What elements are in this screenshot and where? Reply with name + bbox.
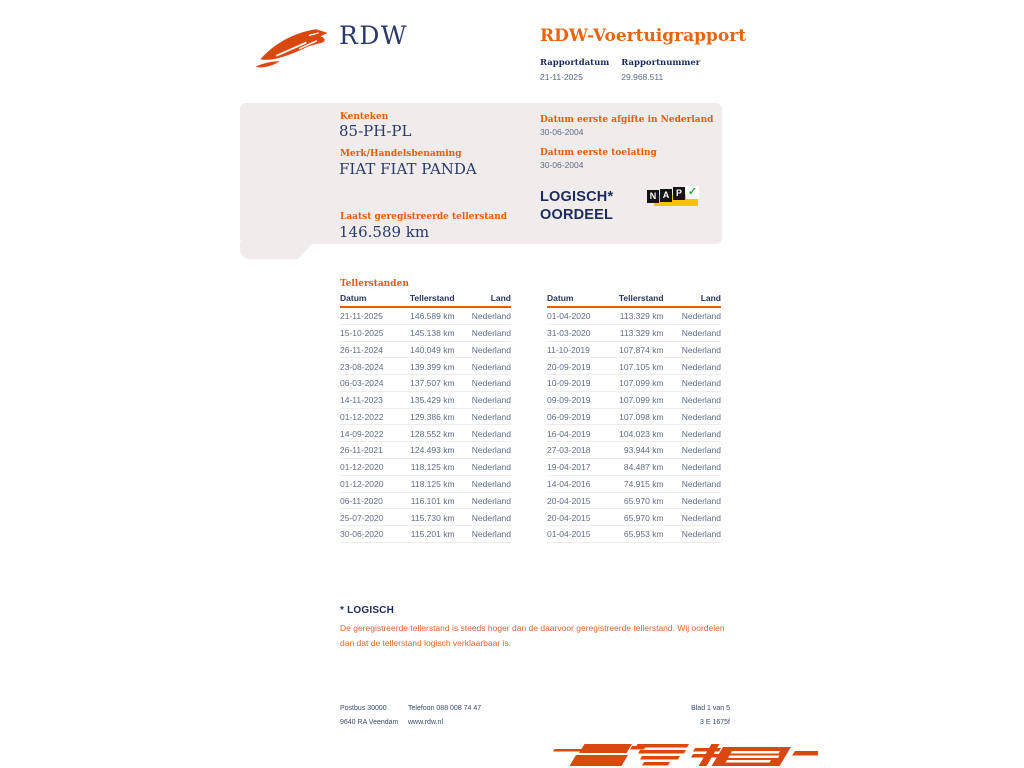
country-cell: Nederland: [664, 408, 721, 425]
table-row: [547, 475, 721, 492]
country-cell: Nederland: [664, 425, 721, 442]
footer-address: [340, 702, 398, 730]
tellerstand-label: Laatst geregistreerde tellerstand: [340, 212, 508, 222]
odometer-cell: 107.099 km: [617, 391, 664, 408]
date-cell: 06-03-2024: [340, 375, 408, 392]
country-cell: Nederland: [664, 442, 721, 459]
table-row: [340, 526, 511, 543]
footer-address-line2: 9640 RA Veendam: [340, 719, 399, 726]
nap-check-icon: ✓: [687, 186, 698, 198]
date-cell: 27-03-2018: [547, 442, 617, 459]
country-cell: Nederland: [455, 408, 511, 425]
country-cell: Nederland: [455, 358, 511, 375]
report-meta: [540, 58, 700, 82]
country-cell: Nederland: [455, 391, 511, 408]
table-row: [340, 459, 511, 476]
table-row: [340, 492, 511, 509]
odometer-cell: 65.970 km: [617, 492, 664, 509]
rdw-logo-text: RDW: [339, 21, 409, 50]
date-cell: 14-04-2016: [547, 475, 617, 492]
date-cell: 16-04-2019: [547, 425, 617, 442]
date-cell: 26-11-2021: [340, 442, 408, 459]
table-row: [340, 358, 511, 375]
country-cell: Nederland: [664, 459, 721, 476]
odometer-cell: 129.386 km: [408, 408, 454, 425]
table-row: [547, 324, 721, 341]
country-cell: Nederland: [455, 492, 511, 509]
column-header-datum: Datum: [547, 291, 617, 307]
odometer-table-right: [547, 291, 721, 543]
odometer-cell: 113.329 km: [617, 307, 664, 324]
odometer-cell: 113.329 km: [617, 324, 664, 341]
table-row: [547, 459, 721, 476]
country-cell: Nederland: [455, 375, 511, 392]
column-header-tellerstand: Tellerstand: [617, 291, 664, 307]
afgifte-label: Datum eerste afgifte in Nederland: [540, 115, 714, 125]
kenteken-label: Kenteken: [340, 112, 389, 122]
footer-phone: Telefoon 088 008 74 47: [408, 705, 482, 712]
odometer-cell: 74.915 km: [617, 475, 664, 492]
country-cell: Nederland: [455, 425, 511, 442]
odometer-cell: 65.953 km: [617, 526, 664, 543]
date-cell: 09-09-2019: [547, 391, 617, 408]
date-cell: 14-11-2023: [340, 391, 408, 408]
table-row: [547, 492, 721, 509]
date-cell: 26-11-2024: [340, 341, 408, 358]
table-row: [340, 324, 511, 341]
rdw-stripes-decoration: [533, 743, 818, 768]
merk-value: FIAT FIAT PANDA: [339, 160, 477, 178]
table-row: [547, 526, 721, 543]
footer-page-number: Blad 1 van 5: [691, 705, 730, 712]
date-cell: 01-04-2020: [547, 307, 617, 324]
country-cell: Nederland: [455, 307, 511, 324]
date-cell: 31-03-2020: [547, 324, 617, 341]
oordeel-verdict: [540, 188, 613, 224]
merk-label: Merk/Handelsbenaming: [340, 149, 462, 159]
date-cell: 01-04-2015: [547, 526, 617, 543]
table-header-row: [340, 291, 511, 307]
odometer-cell: 93.944 km: [617, 442, 664, 459]
column-header-land: Land: [664, 291, 721, 307]
afgifte-value: 30-06-2004: [540, 127, 584, 137]
country-cell: Nederland: [455, 509, 511, 526]
table-row: [340, 509, 511, 526]
odometer-cell: 84.487 km: [617, 459, 664, 476]
table-row: [547, 509, 721, 526]
country-cell: Nederland: [664, 375, 721, 392]
country-cell: Nederland: [455, 442, 511, 459]
odometer-cell: 146.589 km: [408, 307, 454, 324]
date-cell: 20-04-2015: [547, 492, 617, 509]
date-cell: 15-10-2025: [340, 324, 408, 341]
date-cell: 10-09-2019: [547, 375, 617, 392]
footer-address-line1: Postbus 30000: [340, 705, 387, 712]
column-header-tellerstand: Tellerstand: [408, 291, 454, 307]
nap-logo: [647, 186, 699, 210]
table-row: [547, 425, 721, 442]
odometer-cell: 135.429 km: [408, 391, 454, 408]
nap-letter-a: A: [660, 189, 672, 202]
country-cell: Nederland: [455, 459, 511, 476]
footnote-text: De geregistreerde tellerstand is steeds hoger dan de daarvoor geregistreerde tellerstand. Wij oordelen dan dat de tellerstand logisch verklaarbaar is.: [340, 623, 725, 648]
report-date-label: Rapportdatum: [540, 58, 610, 68]
column-header-land: Land: [455, 291, 511, 307]
nap-letter-p: P: [673, 187, 685, 200]
date-cell: 06-11-2020: [340, 492, 408, 509]
table-row: [340, 408, 511, 425]
odometer-cell: 145.138 km: [408, 324, 454, 341]
odometer-cell: 104.023 km: [617, 425, 664, 442]
date-cell: 14-09-2022: [340, 425, 408, 442]
table-row: [340, 425, 511, 442]
kenteken-value: 85-PH-PL: [339, 122, 412, 140]
odometer-cell: 115.201 km: [408, 526, 454, 543]
odometer-table-left: [340, 291, 511, 543]
date-cell: 21-11-2025: [340, 307, 408, 324]
country-cell: Nederland: [664, 358, 721, 375]
oordeel-line1: LOGISCH*: [540, 189, 614, 205]
table-row: [340, 341, 511, 358]
report-number-value: 29.968.511: [621, 72, 664, 82]
date-cell: 30-06-2020: [340, 526, 408, 543]
table-row: [547, 375, 721, 392]
table-row: [547, 442, 721, 459]
date-cell: 19-04-2017: [547, 459, 617, 476]
table-row: [547, 408, 721, 425]
footer-form-code: 3 E 1675f: [700, 719, 730, 726]
country-cell: Nederland: [664, 492, 721, 509]
footnote-title: * LOGISCH: [340, 605, 395, 616]
nap-letter-n: N: [647, 190, 659, 203]
odometer-cell: 124.493 km: [408, 442, 454, 459]
footer-page-info: [620, 702, 730, 730]
country-cell: Nederland: [664, 324, 721, 341]
table-row: [340, 307, 511, 324]
table-row: [547, 358, 721, 375]
odometer-cell: 65.970 km: [617, 509, 664, 526]
country-cell: Nederland: [664, 391, 721, 408]
rdw-bird-logo-icon: [252, 24, 334, 70]
tellerstand-value: 146.589 km: [339, 223, 430, 241]
table-header-row: [547, 291, 721, 307]
report-date-value: 21-11-2025: [540, 72, 583, 82]
country-cell: Nederland: [455, 475, 511, 492]
table-row: [340, 475, 511, 492]
odometer-cell: 107.105 km: [617, 358, 664, 375]
country-cell: Nederland: [455, 324, 511, 341]
date-cell: 01-12-2020: [340, 459, 408, 476]
date-cell: 11-10-2019: [547, 341, 617, 358]
country-cell: Nederland: [664, 475, 721, 492]
date-cell: 25-07-2020: [340, 509, 408, 526]
country-cell: Nederland: [455, 526, 511, 543]
column-header-datum: Datum: [340, 291, 408, 307]
table-row: [340, 391, 511, 408]
document-title: RDW-Voertuigrapport: [540, 26, 747, 46]
date-cell: 01-12-2022: [340, 408, 408, 425]
odometer-cell: 116.101 km: [408, 492, 454, 509]
country-cell: Nederland: [664, 526, 721, 543]
date-cell: 23-08-2024: [340, 358, 408, 375]
country-cell: Nederland: [455, 341, 511, 358]
footer-contact: [408, 702, 481, 730]
report-number-label: Rapportnummer: [621, 58, 701, 68]
odometer-cell: 139.399 km: [408, 358, 454, 375]
odometer-cell: 118.125 km: [408, 475, 454, 492]
oordeel-line2: OORDEEL: [540, 207, 614, 223]
country-cell: Nederland: [664, 509, 721, 526]
country-cell: Nederland: [664, 307, 721, 324]
table-row: [547, 307, 721, 324]
odometer-cell: 128.552 km: [408, 425, 454, 442]
odometer-cell: 107.099 km: [617, 375, 664, 392]
date-cell: 06-09-2019: [547, 408, 617, 425]
odometer-cell: 140.049 km: [408, 341, 454, 358]
date-cell: 20-09-2019: [547, 358, 617, 375]
odometer-cell: 107.098 km: [617, 408, 664, 425]
odometer-cell: 107.874 km: [617, 341, 664, 358]
date-cell: 20-04-2015: [547, 509, 617, 526]
country-cell: Nederland: [664, 341, 721, 358]
summary-box-tab: [240, 242, 314, 259]
table-row: [340, 442, 511, 459]
toelating-value: 30-06-2004: [540, 160, 584, 170]
table-row: [547, 341, 721, 358]
toelating-label: Datum eerste toelating: [540, 148, 657, 158]
tellerstanden-title: Tellerstanden: [340, 279, 409, 289]
odometer-cell: 118.125 km: [408, 459, 454, 476]
table-row: [547, 391, 721, 408]
odometer-cell: 137.507 km: [408, 375, 454, 392]
footer-website: www.rdw.nl: [408, 719, 444, 726]
date-cell: 01-12-2020: [340, 475, 408, 492]
table-row: [340, 375, 511, 392]
odometer-cell: 115.730 km: [408, 509, 454, 526]
